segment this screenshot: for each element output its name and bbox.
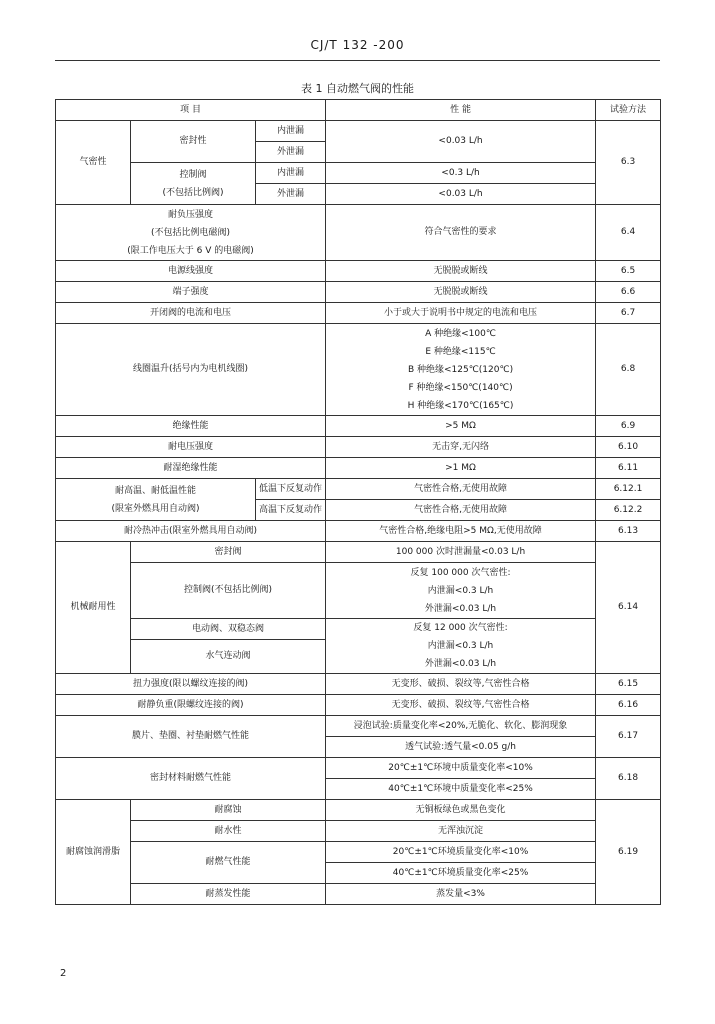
row-item: 线圈温升(括号内为电机线圈) xyxy=(56,324,326,416)
table-row xyxy=(56,542,661,563)
row-subitem: 耐蒸发性能 xyxy=(131,884,326,905)
row-performance: 无浑浊沉淀 xyxy=(326,821,596,842)
row-item: 膜片、垫圈、衬垫耐燃气性能 xyxy=(56,716,326,758)
row-test-method: 6.14 xyxy=(596,542,661,674)
row-performance: 蒸发量<3% xyxy=(326,884,596,905)
row-performance: 无变形、破损、裂纹等,气密性合格 xyxy=(326,695,596,716)
header-performance: 性 能 xyxy=(326,100,596,121)
table-row xyxy=(56,458,661,479)
row-test-method: 6.9 xyxy=(596,416,661,437)
row-test-method: 6.5 xyxy=(596,261,661,282)
row-performance: 无铜板绿色或黑色变化 xyxy=(326,800,596,821)
table-caption: 表 1 自动燃气阀的性能 xyxy=(301,82,414,95)
row-leak-type: 外泄漏 xyxy=(256,184,326,205)
row-performance: 无击穿,无闪络 xyxy=(326,437,596,458)
table-row xyxy=(56,479,661,500)
row-test-method: 6.6 xyxy=(596,282,661,303)
row-item: 耐湿绝缘性能 xyxy=(56,458,326,479)
row-category: 耐高温、耐低温性能 (限室外燃具用自动阀) xyxy=(56,479,256,521)
standard-code: CJ/T 132 -200 xyxy=(310,38,405,52)
table-row xyxy=(56,884,661,905)
row-leak-type: 内泄漏 xyxy=(256,121,326,142)
row-performance: 反复 12 000 次气密性: 内泄漏<0.3 L/h 外泄漏<0.03 L/h xyxy=(326,619,596,674)
table-row xyxy=(56,163,661,184)
row-item: 密封材料耐燃气性能 xyxy=(56,758,326,800)
row-performance: <0.3 L/h xyxy=(326,163,596,184)
header-item: 项 目 xyxy=(56,100,326,121)
performance-table xyxy=(55,99,661,905)
row-leak-type: 内泄漏 xyxy=(256,163,326,184)
table-row xyxy=(56,619,661,640)
table-row xyxy=(56,800,661,821)
row-item: 电源线强度 xyxy=(56,261,326,282)
row-test-method: 6.3 xyxy=(596,121,661,205)
row-test-method: 6.13 xyxy=(596,521,661,542)
row-performance: >5 MΩ xyxy=(326,416,596,437)
row-category: 气密性 xyxy=(56,121,131,205)
row-performance: 无变形、破损、裂纹等,气密性合格 xyxy=(326,674,596,695)
page-number: 2 xyxy=(60,968,67,979)
row-performance: 40℃±1℃环境质量变化率<25% xyxy=(326,863,596,884)
table-row xyxy=(56,842,661,863)
row-test-method: 6.7 xyxy=(596,303,661,324)
row-test-method: 6.19 xyxy=(596,800,661,905)
row-item: 耐负压强度 (不包括比例电磁阀) (限工作电压大于 6 V 的电磁阀) xyxy=(56,205,326,261)
row-category: 耐腐蚀润滑脂 xyxy=(56,800,131,905)
table-row xyxy=(56,205,661,261)
row-performance: 40℃±1℃环境中质量变化率<25% xyxy=(326,779,596,800)
table-row xyxy=(56,121,661,142)
row-performance: 无脱脱或断线 xyxy=(326,282,596,303)
row-test-method: 6.17 xyxy=(596,716,661,758)
row-performance: 20℃±1℃环境质量变化率<10% xyxy=(326,842,596,863)
row-performance: 气密性合格,绝缘电阻>5 MΩ,无使用故障 xyxy=(326,521,596,542)
row-performance: 无脱脱或断线 xyxy=(326,261,596,282)
row-subitem: 低温下反复动作 xyxy=(256,479,326,500)
row-item: 开闭阀的电流和电压 xyxy=(56,303,326,324)
table-row xyxy=(56,821,661,842)
table-row xyxy=(56,758,661,779)
table-row xyxy=(56,437,661,458)
row-subitem: 高温下反复动作 xyxy=(256,500,326,521)
row-performance: 20℃±1℃环境中质量变化率<10% xyxy=(326,758,596,779)
row-test-method: 6.12.2 xyxy=(596,500,661,521)
row-item: 绝缘性能 xyxy=(56,416,326,437)
row-category: 机械耐用性 xyxy=(56,542,131,674)
row-item: 端子强度 xyxy=(56,282,326,303)
row-performance: 反复 100 000 次气密性: 内泄漏<0.3 L/h 外泄漏<0.03 L/h xyxy=(326,563,596,619)
row-test-method: 6.4 xyxy=(596,205,661,261)
table-row xyxy=(56,416,661,437)
row-item: 扭力强度(限以螺纹连接的阀) xyxy=(56,674,326,695)
table-row xyxy=(56,563,661,619)
row-test-method: 6.11 xyxy=(596,458,661,479)
row-leak-type: 外泄漏 xyxy=(256,142,326,163)
row-test-method: 6.10 xyxy=(596,437,661,458)
row-item: 耐冷热冲击(限室外燃具用自动阀) xyxy=(56,521,326,542)
row-performance: 浸泡试验:质量变化率<20%,无脆化、软化、膨润现象 xyxy=(326,716,596,737)
row-performance: 符合气密性的要求 xyxy=(326,205,596,261)
control-valve-line: 控制阀 xyxy=(179,169,207,180)
row-performance: 气密性合格,无使用故障 xyxy=(326,479,596,500)
row-test-method: 6.12.1 xyxy=(596,479,661,500)
table-row xyxy=(56,324,661,416)
row-subitem: 电动阀、双稳态阀 xyxy=(131,619,326,640)
table-row xyxy=(56,674,661,695)
row-test-method: 6.15 xyxy=(596,674,661,695)
row-subitem: 耐水性 xyxy=(131,821,326,842)
row-performance: 100 000 次时泄漏量<0.03 L/h xyxy=(326,542,596,563)
row-subcategory: 密封性 xyxy=(131,121,256,163)
row-performance: 透气试验:透气量<0.05 g/h xyxy=(326,737,596,758)
row-subitem: 密封阀 xyxy=(131,542,326,563)
row-subitem: 耐燃气性能 xyxy=(131,842,326,884)
row-performance: >1 MΩ xyxy=(326,458,596,479)
row-test-method: 6.8 xyxy=(596,324,661,416)
row-performance: 小于或大于说明书中规定的电流和电压 xyxy=(326,303,596,324)
row-performance: <0.03 L/h xyxy=(326,184,596,205)
row-performance: A 种绝缘<100℃ E 种绝缘<115℃ B 种绝缘<125℃(120℃) F 种绝缘<150℃(140℃) H 种绝缘<170℃(165℃) xyxy=(326,324,596,416)
header-rule xyxy=(55,60,660,61)
row-item: 耐静负重(限螺纹连接的阀) xyxy=(56,695,326,716)
header-test-method: 试验方法 xyxy=(596,100,661,121)
table-row xyxy=(56,261,661,282)
table-row xyxy=(56,303,661,324)
row-subcategory xyxy=(131,163,256,205)
row-subitem: 控制阀(不包括比例阀) xyxy=(131,563,326,619)
row-subitem: 水气连动阀 xyxy=(131,640,326,674)
row-item: 耐电压强度 xyxy=(56,437,326,458)
table-row xyxy=(56,521,661,542)
row-performance: 气密性合格,无使用故障 xyxy=(326,500,596,521)
row-performance: <0.03 L/h xyxy=(326,121,596,163)
row-subitem: 耐腐蚀 xyxy=(131,800,326,821)
table-row xyxy=(56,716,661,737)
control-valve-note: (不包括比例阀) xyxy=(162,187,224,198)
table-header-row xyxy=(56,100,661,121)
row-test-method: 6.16 xyxy=(596,695,661,716)
table-row xyxy=(56,695,661,716)
row-test-method: 6.18 xyxy=(596,758,661,800)
table-row xyxy=(56,282,661,303)
